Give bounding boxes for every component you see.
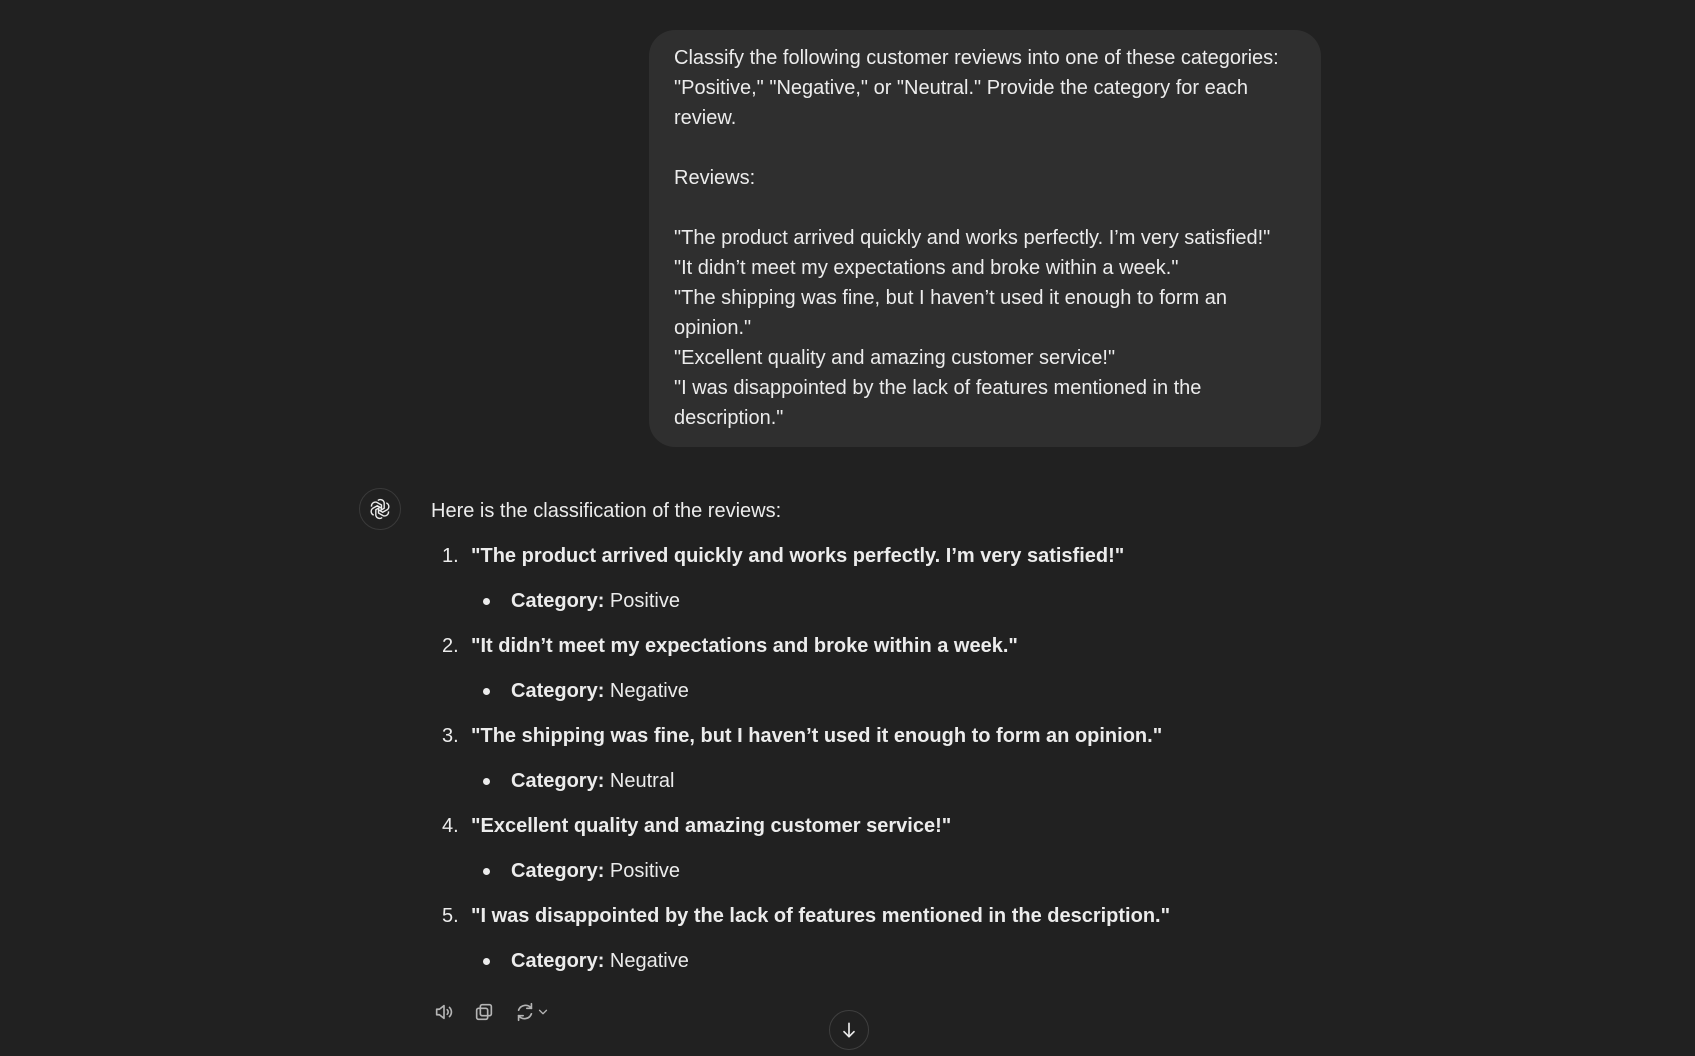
category-label: Category: bbox=[511, 590, 605, 612]
category-line bbox=[511, 766, 674, 796]
chevron-down-icon bbox=[536, 1005, 550, 1019]
list-item bbox=[431, 721, 1331, 751]
category-label: Category: bbox=[511, 680, 605, 702]
list-item bbox=[431, 541, 1331, 571]
list-number: 1. bbox=[442, 545, 459, 567]
list-item bbox=[431, 811, 1331, 841]
user-message-line: Reviews: bbox=[674, 167, 756, 189]
speaker-icon bbox=[433, 1001, 455, 1023]
category-value: Negative bbox=[609, 680, 689, 702]
bullet-icon bbox=[483, 868, 490, 875]
bullet-icon bbox=[483, 598, 490, 605]
list-number: 5. bbox=[442, 905, 459, 927]
scroll-to-bottom-button[interactable] bbox=[829, 1010, 869, 1050]
review-text: "The shipping was fine, but I haven’t used it enough to form an opinion." bbox=[471, 725, 1163, 747]
refresh-icon bbox=[514, 1001, 536, 1023]
category-line bbox=[511, 856, 680, 886]
user-message-line: review. bbox=[674, 107, 737, 129]
regenerate-button[interactable] bbox=[510, 998, 554, 1026]
user-message-line: opinion." bbox=[674, 317, 752, 339]
user-message-line: "It didn’t meet my expectations and broke within a week." bbox=[674, 257, 1179, 279]
category-item bbox=[431, 586, 1331, 616]
review-text: "The product arrived quickly and works perfectly. I’m very satisfied!" bbox=[471, 545, 1125, 567]
user-message-line: "I was disappointed by the lack of features mentioned in the bbox=[674, 377, 1202, 399]
review-text: "I was disappointed by the lack of features mentioned in the description." bbox=[471, 905, 1171, 927]
category-line bbox=[511, 946, 689, 976]
category-label: Category: bbox=[511, 770, 605, 792]
copy-icon bbox=[473, 1001, 495, 1023]
openai-logo-icon bbox=[368, 497, 392, 521]
category-item bbox=[431, 766, 1331, 796]
category-line bbox=[511, 586, 680, 616]
review-text: "Excellent quality and amazing customer service!" bbox=[471, 815, 952, 837]
category-value: Neutral bbox=[609, 770, 675, 792]
blank-line bbox=[674, 133, 1297, 163]
category-value: Positive bbox=[609, 590, 680, 612]
category-item bbox=[431, 676, 1331, 706]
list-number: 3. bbox=[442, 725, 459, 747]
copy-button[interactable] bbox=[470, 998, 498, 1026]
arrow-down-icon bbox=[839, 1020, 859, 1040]
bullet-icon bbox=[483, 958, 490, 965]
user-message-bubble bbox=[649, 30, 1321, 447]
user-message-line: description." bbox=[674, 407, 784, 429]
bullet-icon bbox=[483, 688, 490, 695]
assistant-avatar bbox=[359, 488, 401, 530]
category-value: Negative bbox=[609, 950, 689, 972]
read-aloud-button[interactable] bbox=[430, 998, 458, 1026]
user-message-line: "The product arrived quickly and works perfectly. I’m very satisfied!" bbox=[674, 227, 1271, 249]
category-value: Positive bbox=[609, 860, 680, 882]
list-number: 4. bbox=[442, 815, 459, 837]
category-item bbox=[431, 856, 1331, 886]
user-message-line: Classify the following customer reviews into one of these categories: bbox=[674, 47, 1279, 69]
category-label: Category: bbox=[511, 860, 605, 882]
bullet-icon bbox=[483, 778, 490, 785]
review-text: "It didn’t meet my expectations and broke within a week." bbox=[471, 635, 1018, 657]
assistant-intro: Here is the classification of the reviews: bbox=[431, 500, 782, 522]
blank-line bbox=[674, 193, 1297, 223]
user-message-line: "The shipping was fine, but I haven’t used it enough to form an bbox=[674, 287, 1227, 309]
user-message-line: "Excellent quality and amazing customer service!" bbox=[674, 347, 1116, 369]
category-item bbox=[431, 946, 1331, 976]
assistant-message bbox=[431, 496, 1331, 976]
list-item bbox=[431, 631, 1331, 661]
category-line bbox=[511, 676, 689, 706]
category-label: Category: bbox=[511, 950, 605, 972]
list-item bbox=[431, 901, 1331, 931]
list-number: 2. bbox=[442, 635, 459, 657]
message-actions bbox=[430, 997, 554, 1027]
user-message-line: "Positive," "Negative," or "Neutral." Provide the category for each bbox=[674, 77, 1248, 99]
